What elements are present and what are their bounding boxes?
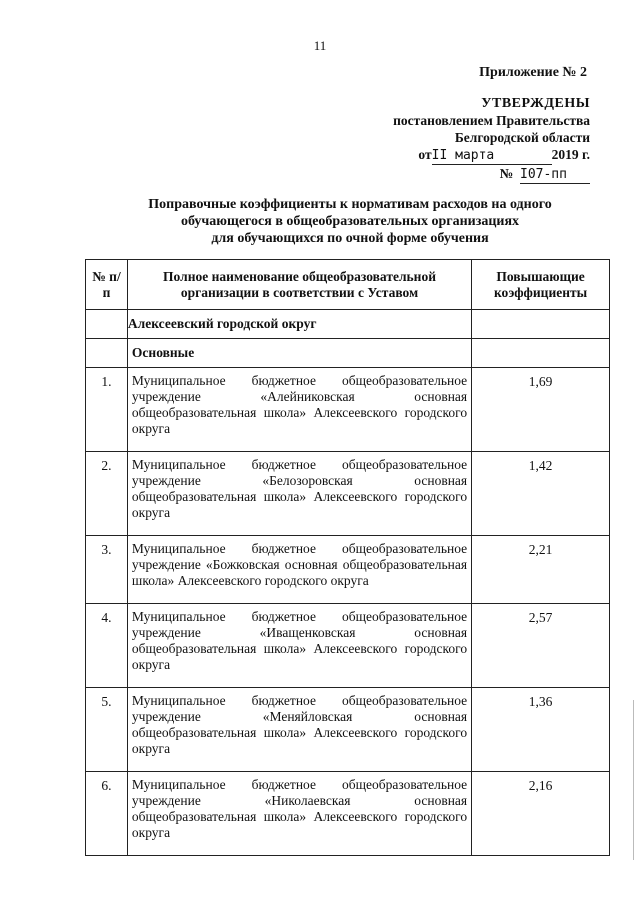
category-coef-cell — [472, 339, 610, 368]
row-number: 3. — [86, 536, 128, 604]
title-line-2: обучающегося в общеобразовательных организациях — [180, 214, 520, 229]
table-row — [86, 368, 610, 452]
table-row — [86, 772, 610, 856]
title-line-3: для обучающихся по очной форме обучения — [211, 231, 489, 246]
table-row — [86, 688, 610, 772]
document-title — [90, 196, 610, 247]
coefficient-value: 1,69 — [472, 368, 610, 452]
district-num-cell — [86, 310, 128, 339]
row-number: 6. — [86, 772, 128, 856]
header-name: Полное наименование общеобразовательной организации в соответствии с Уставом — [127, 260, 471, 310]
organization-name: Муниципальное бюджетное общеобразовательное учреждение «Алейниковская основная общеобразовательная школа» Алексеевского городского округа — [127, 368, 471, 452]
coefficient-value: 1,36 — [472, 688, 610, 772]
organization-name: Муниципальное бюджетное общеобразовательное учреждение «Иващенковская основная общеобразовательная школа» Алексеевского городского округа — [127, 604, 471, 688]
scan-margin-mark — [633, 700, 634, 860]
number-prefix: № — [499, 166, 514, 181]
coefficients-table — [85, 259, 610, 856]
header-num: № п/п — [86, 260, 128, 310]
category-name: Основные — [127, 339, 471, 368]
table-header-row — [86, 260, 610, 310]
date-year: 2019 г. — [551, 147, 590, 162]
number-value: I07-пп — [520, 166, 590, 184]
approval-line-1: постановлением Правительства — [393, 113, 590, 128]
row-number: 1. — [86, 368, 128, 452]
row-number: 5. — [86, 688, 128, 772]
title-line-1: Поправочные коэффициенты к нормативам расходов на одного — [148, 197, 552, 212]
table-row — [86, 452, 610, 536]
coefficient-value: 2,21 — [472, 536, 610, 604]
district-name: Алексеевский городской округ — [127, 310, 471, 339]
date-prefix: от — [418, 147, 432, 162]
organization-name: Муниципальное бюджетное общеобразовательное учреждение «Божковская основная общеобразовательная школа» Алексеевского городского округа — [127, 536, 471, 604]
approval-line-2: Белгородской области — [454, 130, 590, 145]
coefficient-value: 2,57 — [472, 604, 610, 688]
approval-date — [360, 146, 590, 165]
approval-number — [360, 165, 590, 184]
organization-name: Муниципальное бюджетное общеобразовательное учреждение «Белозоровская основная общеобразовательная школа» Алексеевского городского округа — [127, 452, 471, 536]
category-num-cell — [86, 339, 128, 368]
organization-name: Муниципальное бюджетное общеобразовательное учреждение «Николаевская основная общеобразовательная школа» Алексеевского городского округа — [127, 772, 471, 856]
organization-name: Муниципальное бюджетное общеобразовательное учреждение «Меняйловская основная общеобразовательная школа» Алексеевского городского округа — [127, 688, 471, 772]
table-row — [86, 604, 610, 688]
row-number: 4. — [86, 604, 128, 688]
coefficient-value: 2,16 — [472, 772, 610, 856]
appendix-label: Приложение № 2 — [479, 65, 587, 80]
table-row — [86, 536, 610, 604]
page-number: 11 — [313, 38, 327, 53]
approval-block — [360, 64, 590, 184]
header-coef: Повышающие коэффициенты — [472, 260, 610, 310]
coefficient-value: 1,42 — [472, 452, 610, 536]
approved-heading: УТВЕРЖДЕНЫ — [481, 96, 590, 111]
district-row — [86, 310, 610, 339]
category-row — [86, 339, 610, 368]
row-number: 2. — [86, 452, 128, 536]
district-coef-cell — [472, 310, 610, 339]
date-value: II марта — [432, 147, 552, 165]
